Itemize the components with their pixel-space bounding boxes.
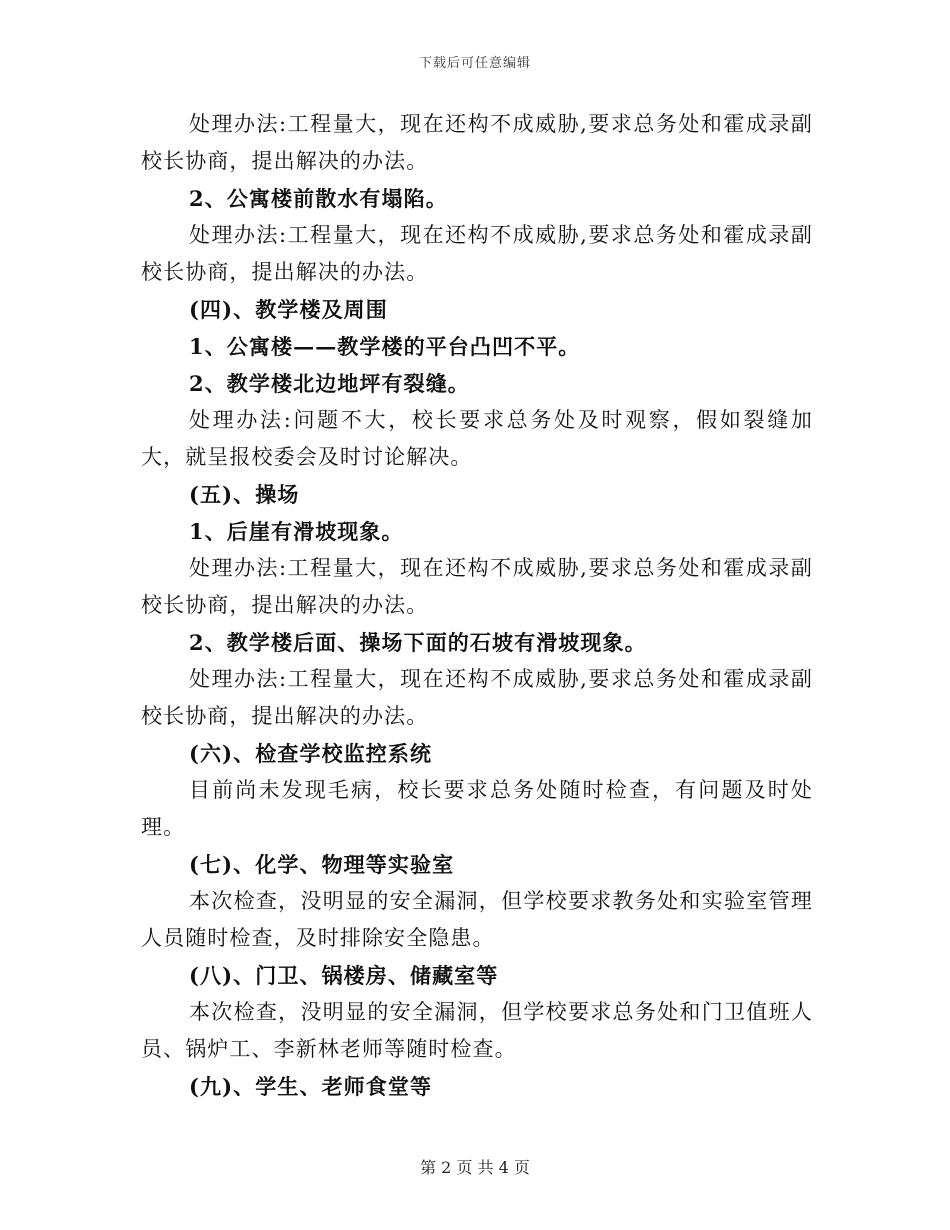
- section-heading: (四)、教学楼及周围: [189, 297, 388, 322]
- paragraph: 处理办法:问题不大，校长要求总务处及时观察，假如裂缝加大，就呈报校委会及时讨论解决。: [141, 408, 813, 469]
- section-item: 2、教学楼后面、操场下面的石坡有滑坡现象。: [189, 630, 647, 655]
- page-number: 第 2 页 共 4 页: [420, 1158, 530, 1177]
- paragraph: 处理办法:工程量大，现在还构不成威胁,要求总务处和霍成录副校长协商，提出解决的办法。: [141, 223, 813, 284]
- document-body: [141, 106, 813, 1105]
- paragraph: 本次检查，没明显的安全漏洞，但学校要求总务处和门卫值班人员、锅炉工、李新林老师等随时检查。: [141, 1000, 813, 1061]
- section-item: 1、公寓楼——教学楼的平台凸凹不平。: [189, 334, 581, 359]
- header-note: 下载后可任意编辑: [418, 56, 531, 71]
- section-item: 2、教学楼北边地坪有裂缝。: [189, 371, 470, 396]
- paragraph: 目前尚未发现毛病，校长要求总务处随时检查，有问题及时处理。: [141, 778, 813, 839]
- paragraph: 处理办法:工程量大，现在还构不成威胁,要求总务处和霍成录副校长协商，提出解决的办法。: [141, 112, 813, 173]
- paragraph: 处理办法:工程量大，现在还构不成威胁,要求总务处和霍成录副校长协商，提出解决的办法。: [141, 667, 813, 728]
- paragraph: 本次检查，没明显的安全漏洞，但学校要求教务处和实验室管理人员随时检查，及时排除安全隐患。: [141, 889, 813, 950]
- section-heading: (八)、门卫、锅楼房、储藏室等: [189, 963, 499, 988]
- paragraph: 处理办法:工程量大，现在还构不成威胁,要求总务处和霍成录副校长协商，提出解决的办法。: [141, 556, 813, 617]
- section-heading: (五)、操场: [189, 482, 300, 507]
- section-item: 2、公寓楼前散水有塌陷。: [189, 186, 448, 211]
- section-item: 1、后崖有滑坡现象。: [189, 519, 404, 544]
- section-heading: (六)、检查学校监控系统: [189, 741, 433, 766]
- section-heading: (七)、化学、物理等实验室: [189, 852, 455, 877]
- section-heading: (九)、学生、老师食堂等: [189, 1074, 433, 1099]
